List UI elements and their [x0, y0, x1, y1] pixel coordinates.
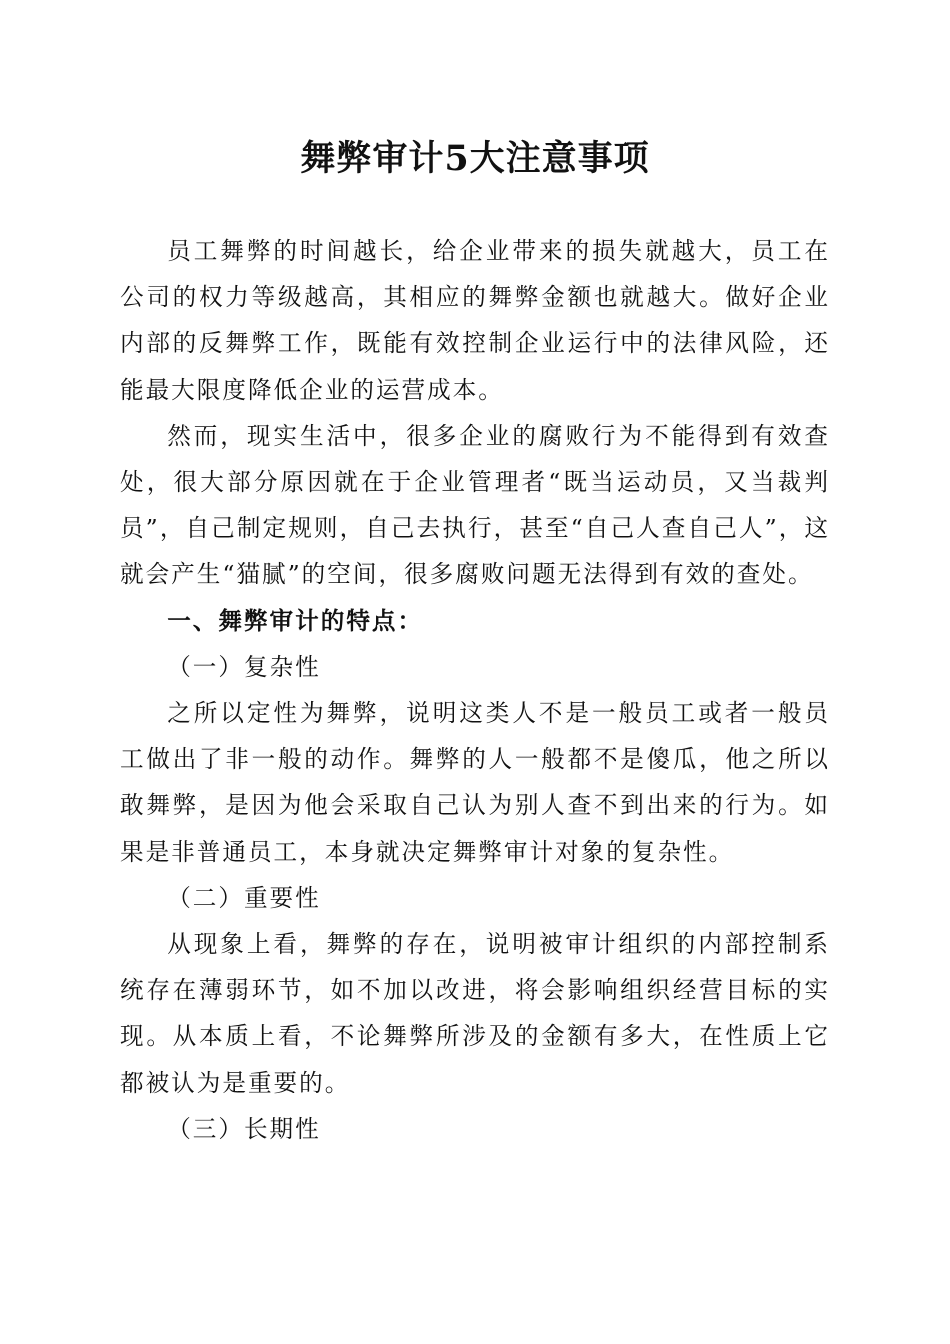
- subsection-heading-importance: （二）重要性: [167, 883, 321, 912]
- intro-paragraph-1: 员工舞弊的时间越长，给企业带来的损失就越大，员工在公司的权力等级越高，其相应的舞弊金额也就越大。做好企业内部的反舞弊工作，既能有效控制企业运行中的法律风险，还能最大限度降低企业的运营成本。: [120, 237, 830, 404]
- subsection-text-importance: 从现象上看，舞弊的存在，说明被审计组织的内部控制系统存在薄弱环节，如不加以改进，将会影响组织经营目标的实现。从本质上看，不论舞弊所涉及的金额有多大，在性质上它都被认为是重要的。: [120, 930, 830, 1097]
- intro-paragraph-2: 然而，现实生活中，很多企业的腐败行为不能得到有效查处，很大部分原因就在于企业管理者“既当运动员，又当裁判员”，自己制定规则，自己去执行，甚至“自己人查自己人”，这就会产生“猫腻”的空间，很多腐败问题无法得到有效的查处。: [120, 421, 830, 589]
- subsection-heading-long-term: （三）长期性: [167, 1114, 321, 1143]
- subsection-text-complexity: 之所以定性为舞弊，说明这类人不是一般员工或者一般员工做出了非一般的动作。舞弊的人一般都不是傻瓜，他之所以敢舞弊，是因为他会采取自己认为别人查不到出来的行为。如果是非普通员工，本身就决定舞弊审计对象的复杂性。: [120, 699, 830, 866]
- document-body: [120, 228, 830, 1152]
- document-title: 舞弊审计5大注意事项: [300, 138, 650, 179]
- section-heading-features: 一、舞弊审计的特点：: [167, 606, 424, 635]
- subsection-heading-complexity: （一）复杂性: [167, 652, 321, 681]
